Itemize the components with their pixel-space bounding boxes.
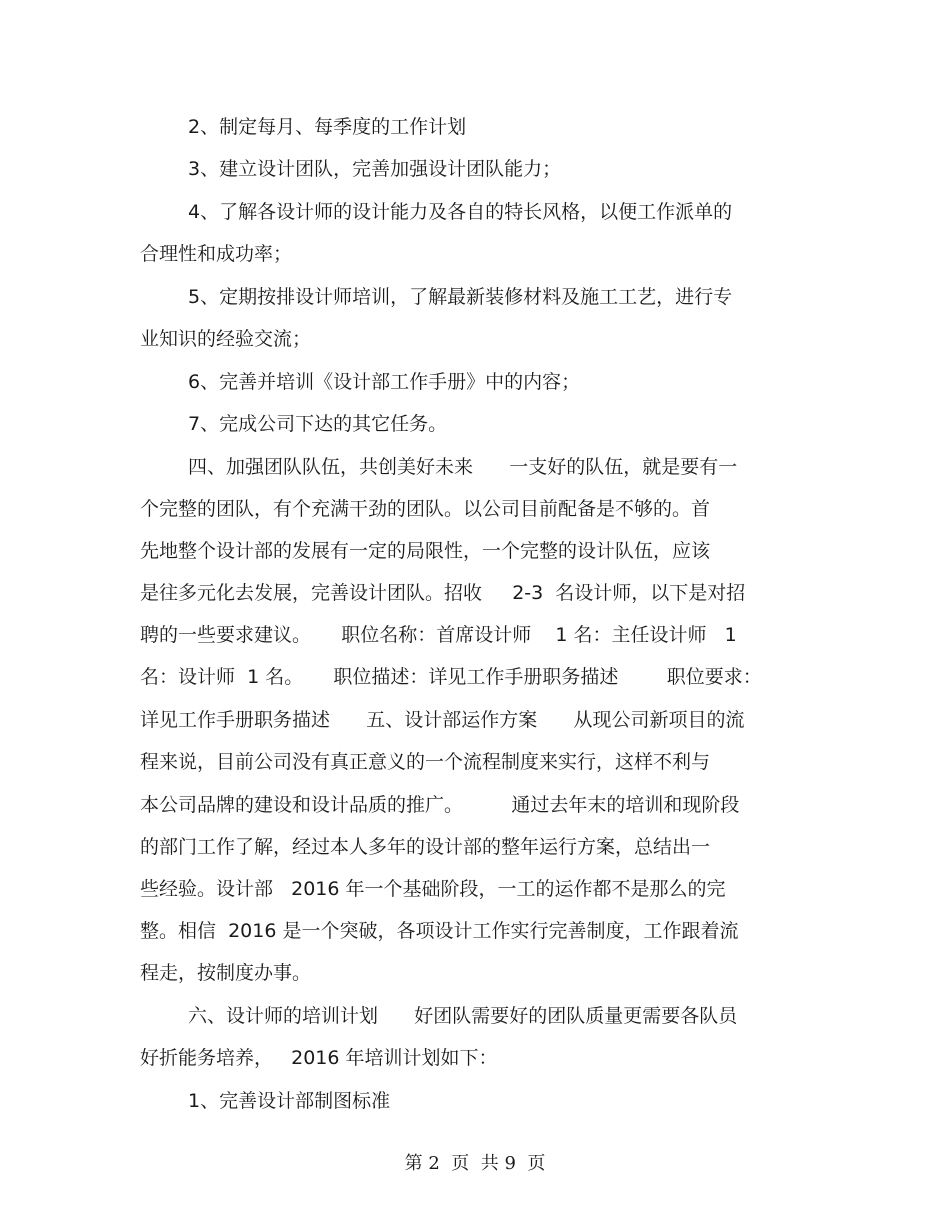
text-line-10: 个完整的团队，有个充满干劲的团队。以公司目前配备是不够的。首 [140, 498, 711, 520]
page-number-footer: 第 2 页 共 9 页 [404, 1153, 546, 1174]
text-line-14: 名：设计师 1 名。 职位描述：详见工作手册职务描述 职位要求： [140, 666, 762, 688]
text-line-17: 本公司品牌的建设和设计品质的推广。 通过去年末的培训和现阶段 [140, 794, 740, 816]
text-line-5: 5、定期按排设计师培训，了解最新装修材料及施工工艺，进行专 [188, 286, 733, 308]
text-line-3: 4、了解各设计师的设计能力及各自的特长风格，以便工作派单的 [188, 201, 733, 223]
text-line-11: 先地整个设计部的发展有一定的局限性，一个完整的设计队伍，应该 [140, 540, 711, 562]
text-line-1: 2、制定每月、每季度的工作计划 [188, 116, 467, 138]
text-line-6: 业知识的经验交流； [140, 328, 312, 350]
text-line-2: 3、建立设计团队，完善加强设计团队能力； [188, 158, 562, 180]
text-line-19: 些经验。设计部 2016 年一个基础阶段，一工的运作都不是那么的完 [140, 878, 726, 900]
text-line-20: 整。相信 2016 是一个突破，各项设计工作实行完善制度，工作跟着流 [140, 920, 739, 942]
text-line-13: 聘的一些要求建议。 职位名称：首席设计师 1 名：主任设计师 1 [140, 624, 737, 646]
text-line-23: 好折能务培养， 2016 年培训计划如下： [140, 1047, 498, 1069]
text-line-22: 六、设计师的培训计划 好团队需要好的团队质量更需要各队员 [188, 1005, 738, 1027]
text-line-9: 四、加强团队队伍，共创美好未来 一支好的队伍，就是要有一 [188, 456, 738, 478]
text-line-18: 的部门工作了解，经过本人多年的设计部的整年运行方案，总结出一 [140, 836, 711, 858]
text-line-4: 合理性和成功率； [140, 243, 293, 265]
text-line-15: 详见工作手册职务描述 五、设计部运作方案 从现公司新项目的流 [140, 709, 745, 731]
text-line-16: 程来说，目前公司没有真正意义的一个流程制度来实行，这样不利与 [140, 751, 711, 773]
text-line-12: 是往多元化去发展，完善设计团队。招收 2-3 名设计师，以下是对招 [140, 582, 746, 604]
text-line-7: 6、完善并培训《设计部工作手册》中的内容； [188, 371, 581, 393]
text-line-8: 7、完成公司下达的其它任务。 [188, 413, 448, 435]
text-line-21: 程走，按制度办事。 [140, 962, 312, 984]
text-line-24: 1、完善设计部制图标准 [188, 1090, 391, 1112]
